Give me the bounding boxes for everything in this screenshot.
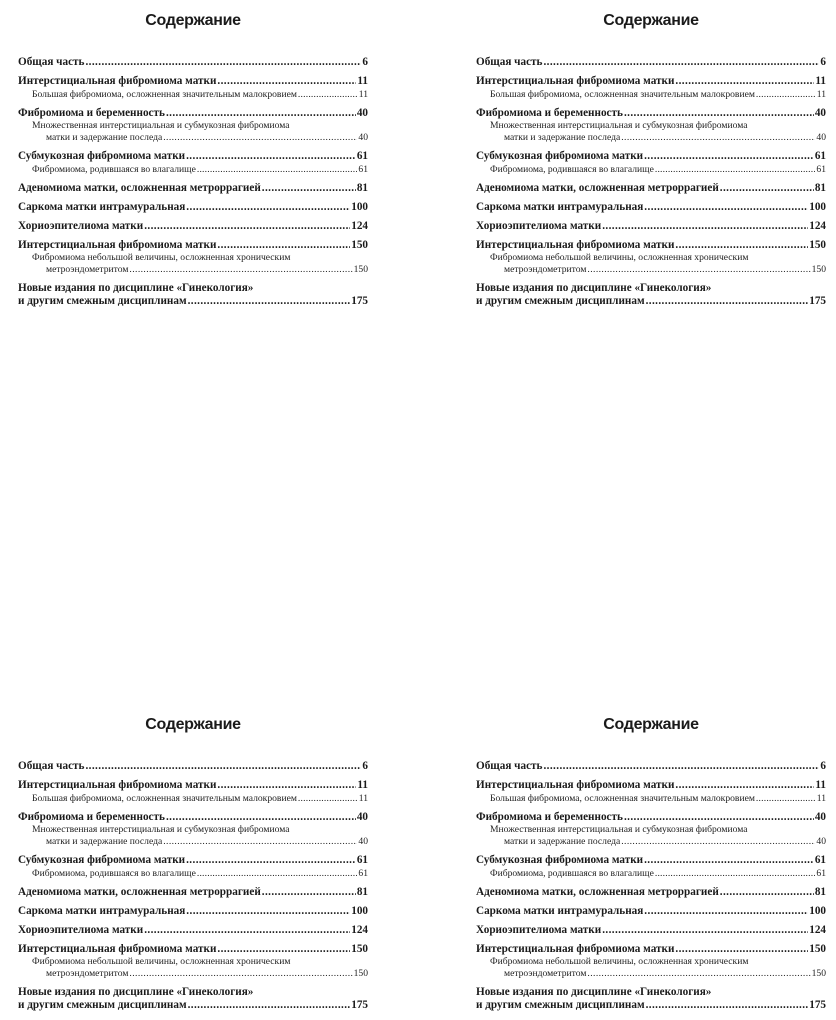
- dot-leader: [655, 163, 816, 176]
- toc-entry[interactable]: [476, 56, 826, 69]
- toc-entry-label-line1: Новые издания по дисциплине «Гинекология»: [18, 282, 254, 294]
- toc-subentry-label: Большая фибромиома, осложненная значительным малокровием: [32, 793, 297, 804]
- toc-entry[interactable]: [18, 779, 368, 792]
- toc-entry-page: 175: [809, 999, 826, 1011]
- toc-entry[interactable]: [18, 182, 368, 195]
- toc-subentry-label-line2: матки и задержание последа: [46, 836, 163, 847]
- toc-entry[interactable]: [476, 924, 826, 937]
- toc-entry-page: 40: [814, 107, 826, 119]
- toc-page-bottom-right: [476, 714, 826, 1012]
- dot-leader: [621, 132, 815, 144]
- dot-leader: [186, 150, 356, 163]
- toc-entry-page: 6: [362, 56, 368, 68]
- dot-leader: [85, 760, 361, 773]
- toc-entry[interactable]: [476, 150, 826, 163]
- toc-entry-page: 40: [356, 107, 368, 119]
- toc-entry-label: Общая часть: [476, 56, 543, 68]
- toc-subentry-label-line2: матки и задержание последа: [504, 836, 621, 847]
- dot-leader: [129, 968, 352, 980]
- toc-subentry-page: 40: [358, 836, 368, 847]
- toc-entry-label-line2: и другим смежным дисциплинам: [18, 295, 187, 307]
- toc-entry-label: Хориоэпителиома матки: [18, 924, 144, 936]
- toc-entry-page: 124: [351, 220, 368, 232]
- toc-subentry[interactable]: [18, 88, 368, 101]
- toc-entry-page: 150: [809, 943, 826, 955]
- toc-subentry-page: 40: [816, 132, 826, 143]
- dot-leader: [720, 886, 814, 899]
- toc-entry-page: 81: [356, 182, 368, 194]
- dot-leader: [675, 943, 808, 956]
- toc-subentry-label-line2: метроэндометритом: [504, 968, 587, 979]
- toc-entry-page: 175: [351, 999, 368, 1011]
- toc-entry[interactable]: [18, 854, 368, 867]
- toc-entry[interactable]: [476, 282, 826, 308]
- toc-entry-label: Интерстициальная фибромиома матки: [476, 779, 675, 791]
- toc-entry-page: 11: [815, 75, 826, 87]
- toc-entry[interactable]: [476, 811, 826, 824]
- toc-entry-label: Фибромиома и беременность: [18, 811, 165, 823]
- dot-leader: [166, 107, 356, 120]
- toc-subentry-page: 150: [811, 264, 826, 275]
- toc-page-top-left: [18, 10, 368, 308]
- toc-subentry-page: 61: [358, 164, 368, 175]
- page-title: Содержание: [145, 12, 241, 29]
- toc-subentry[interactable]: [18, 252, 368, 276]
- dot-leader: [163, 132, 357, 144]
- toc-entry-page: 81: [356, 886, 368, 898]
- dot-leader: [217, 779, 356, 792]
- dot-leader: [644, 905, 808, 918]
- toc-entry-label: Субмукозная фибромиома матки: [18, 150, 186, 162]
- toc-entry-label-line1: Новые издания по дисциплине «Гинекология»: [476, 986, 712, 998]
- toc-entry-label: Хориоэпителиома матки: [18, 220, 144, 232]
- dot-leader: [188, 999, 351, 1012]
- toc-entry-page: 124: [809, 220, 826, 232]
- toc-subentry[interactable]: [476, 88, 826, 101]
- page-title: Содержание: [603, 716, 699, 733]
- table-of-contents: [476, 56, 826, 308]
- toc-entry-page: 81: [814, 886, 826, 898]
- toc-entry-label: Интерстициальная фибромиома матки: [18, 779, 217, 791]
- toc-entry[interactable]: [476, 760, 826, 773]
- toc-entry[interactable]: [18, 282, 368, 308]
- toc-entry-page: 124: [809, 924, 826, 936]
- toc-entry-page: 100: [351, 905, 368, 917]
- toc-subentry[interactable]: [476, 252, 826, 276]
- toc-entry-label: Аденомиома матки, осложненная метроррагией: [18, 886, 261, 898]
- dot-leader: [217, 75, 356, 88]
- dot-leader: [144, 924, 350, 937]
- toc-subentry[interactable]: [476, 120, 826, 144]
- toc-entry-page: 100: [809, 201, 826, 213]
- toc-subentry[interactable]: [476, 792, 826, 805]
- toc-subentry[interactable]: [18, 956, 368, 980]
- toc-subentry[interactable]: [476, 824, 826, 848]
- toc-entry-page: 100: [809, 905, 826, 917]
- toc-entry-label: Саркома матки интрамуральная: [18, 201, 186, 213]
- toc-entry-label: Фибромиома и беременность: [18, 107, 165, 119]
- toc-entry-page: 11: [815, 779, 826, 791]
- table-of-contents: [18, 56, 368, 308]
- dot-leader: [644, 150, 814, 163]
- dot-leader: [186, 854, 356, 867]
- toc-entry[interactable]: [18, 150, 368, 163]
- toc-subentry-page: 40: [358, 132, 368, 143]
- dot-leader: [624, 107, 814, 120]
- toc-subentry-label: Большая фибромиома, осложненная значительным малокровием: [490, 89, 755, 100]
- toc-entry[interactable]: [18, 760, 368, 773]
- toc-entry[interactable]: [18, 107, 368, 120]
- toc-entry-page: 11: [357, 779, 368, 791]
- toc-subentry[interactable]: [18, 867, 368, 880]
- toc-entry[interactable]: [476, 854, 826, 867]
- dot-leader: [644, 854, 814, 867]
- toc-subentry-label: Большая фибромиома, осложненная значительным малокровием: [490, 793, 755, 804]
- dot-leader: [186, 905, 350, 918]
- toc-subentry-page: 11: [358, 793, 368, 804]
- toc-page-bottom-left: [18, 714, 368, 1012]
- dot-leader: [197, 867, 358, 880]
- toc-entry-page: 124: [351, 924, 368, 936]
- toc-entry-label: Общая часть: [18, 56, 85, 68]
- toc-page-top-right: [476, 10, 826, 308]
- toc-entry[interactable]: [18, 905, 368, 918]
- toc-entry[interactable]: [18, 56, 368, 69]
- toc-entry-label: Хориоэпителиома матки: [476, 220, 602, 232]
- toc-subentry[interactable]: [18, 163, 368, 176]
- dot-leader: [587, 264, 810, 276]
- toc-entry[interactable]: [18, 75, 368, 88]
- toc-entry-label: Саркома матки интрамуральная: [476, 905, 644, 917]
- toc-subentry-label-line2: матки и задержание последа: [46, 132, 163, 143]
- toc-entry-page: 61: [356, 854, 368, 866]
- toc-subentry-label: Фибромиома, родившаяся во влагалище: [490, 868, 654, 879]
- toc-entry-page: 175: [351, 295, 368, 307]
- dot-leader: [298, 792, 358, 805]
- toc-entry[interactable]: [18, 924, 368, 937]
- toc-entry-page: 150: [351, 943, 368, 955]
- dot-leader: [543, 56, 819, 69]
- toc-entry-label: Общая часть: [476, 760, 543, 772]
- dot-leader: [756, 88, 816, 101]
- toc-subentry[interactable]: [476, 956, 826, 980]
- toc-entry[interactable]: [18, 220, 368, 233]
- dot-leader: [166, 811, 356, 824]
- toc-entry-label: Субмукозная фибромиома матки: [476, 150, 644, 162]
- toc-subentry-page: 11: [816, 89, 826, 100]
- toc-entry[interactable]: [476, 986, 826, 1012]
- toc-entry[interactable]: [18, 886, 368, 899]
- toc-entry[interactable]: [476, 107, 826, 120]
- toc-subentry-label: Фибромиома, родившаяся во влагалище: [32, 164, 196, 175]
- toc-entry-page: 81: [814, 182, 826, 194]
- dot-leader: [675, 75, 814, 88]
- toc-entry-page: 100: [351, 201, 368, 213]
- toc-entry[interactable]: [476, 943, 826, 956]
- toc-subentry-page: 11: [358, 89, 368, 100]
- dot-leader: [602, 220, 808, 233]
- toc-subentry-page: 11: [816, 793, 826, 804]
- toc-subentry-label-line1: Фибромиома небольшой величины, осложненная хроническим: [490, 956, 749, 967]
- toc-entry-page: 6: [362, 760, 368, 772]
- toc-entry-label-line1: Новые издания по дисциплине «Гинекология»: [476, 282, 712, 294]
- dot-leader: [621, 836, 815, 848]
- toc-subentry[interactable]: [18, 792, 368, 805]
- dot-leader: [217, 239, 350, 252]
- toc-subentry[interactable]: [18, 824, 368, 848]
- toc-subentry-label: Фибромиома, родившаяся во влагалище: [32, 868, 196, 879]
- dot-leader: [298, 88, 358, 101]
- toc-entry-page: 11: [357, 75, 368, 87]
- toc-entry-label: Интерстициальная фибромиома матки: [18, 239, 217, 251]
- toc-entry-label-line2: и другим смежным дисциплинам: [476, 999, 645, 1011]
- dot-leader: [262, 886, 356, 899]
- table-of-contents: [18, 760, 368, 1012]
- toc-subentry-page: 61: [816, 868, 826, 879]
- dot-leader: [188, 295, 351, 308]
- dot-leader: [186, 201, 350, 214]
- toc-entry-label: Интерстициальная фибромиома матки: [18, 75, 217, 87]
- toc-entry-label-line2: и другим смежным дисциплинам: [18, 999, 187, 1011]
- toc-subentry-page: 61: [358, 868, 368, 879]
- toc-entry[interactable]: [18, 943, 368, 956]
- toc-entry[interactable]: [476, 239, 826, 252]
- toc-entry[interactable]: [476, 182, 826, 195]
- toc-entry-label: Хориоэпителиома матки: [476, 924, 602, 936]
- toc-entry-label: Аденомиома матки, осложненная метроррагией: [18, 182, 261, 194]
- toc-entry-page: 150: [809, 239, 826, 251]
- dot-leader: [720, 182, 814, 195]
- toc-entry-label-line2: и другим смежным дисциплинам: [476, 295, 645, 307]
- toc-entry-label: Интерстициальная фибромиома матки: [476, 239, 675, 251]
- toc-subentry-page: 150: [811, 968, 826, 979]
- dot-leader: [163, 836, 357, 848]
- toc-subentry-label-line1: Фибромиома небольшой величины, осложненная хроническим: [32, 956, 291, 967]
- dot-leader: [129, 264, 352, 276]
- toc-entry[interactable]: [476, 779, 826, 792]
- toc-subentry-page: 61: [816, 164, 826, 175]
- toc-subentry-label-line1: Множественная интерстициальная и субмукозная фибромиома: [490, 120, 748, 131]
- toc-entry[interactable]: [476, 75, 826, 88]
- dot-leader: [644, 201, 808, 214]
- dot-leader: [217, 943, 350, 956]
- dot-leader: [85, 56, 361, 69]
- toc-subentry-label-line1: Множественная интерстициальная и субмукозная фибромиома: [32, 120, 290, 131]
- toc-subentry[interactable]: [476, 163, 826, 176]
- toc-entry-page: 61: [356, 150, 368, 162]
- toc-subentry-label-line2: метроэндометритом: [46, 264, 129, 275]
- dot-leader: [655, 867, 816, 880]
- toc-entry-label: Саркома матки интрамуральная: [476, 201, 644, 213]
- toc-subentry-label: Фибромиома, родившаяся во влагалище: [490, 164, 654, 175]
- toc-entry-label: Саркома матки интрамуральная: [18, 905, 186, 917]
- dot-leader: [602, 924, 808, 937]
- toc-subentry[interactable]: [476, 867, 826, 880]
- toc-entry-label: Интерстициальная фибромиома матки: [476, 943, 675, 955]
- dot-leader: [675, 779, 814, 792]
- toc-entry-label: Интерстициальная фибромиома матки: [18, 943, 217, 955]
- toc-entry[interactable]: [476, 201, 826, 214]
- dot-leader: [646, 999, 809, 1012]
- toc-entry-label: Субмукозная фибромиома матки: [18, 854, 186, 866]
- toc-entry-label-line1: Новые издания по дисциплине «Гинекология»: [18, 986, 254, 998]
- dot-leader: [262, 182, 356, 195]
- toc-subentry-label-line2: метроэндометритом: [504, 264, 587, 275]
- toc-entry-page: 6: [820, 56, 826, 68]
- toc-entry-page: 175: [809, 295, 826, 307]
- page-title: Содержание: [603, 12, 699, 29]
- toc-entry[interactable]: [476, 220, 826, 233]
- dot-leader: [756, 792, 816, 805]
- toc-subentry-label-line2: метроэндометритом: [46, 968, 129, 979]
- dot-leader: [587, 968, 810, 980]
- toc-entry-label: Аденомиома матки, осложненная метроррагией: [476, 182, 719, 194]
- toc-entry-page: 6: [820, 760, 826, 772]
- dot-leader: [624, 811, 814, 824]
- toc-subentry-label-line1: Фибромиома небольшой величины, осложненная хроническим: [32, 252, 291, 263]
- toc-entry[interactable]: [18, 239, 368, 252]
- toc-subentry-page: 150: [353, 264, 368, 275]
- toc-entry[interactable]: [476, 905, 826, 918]
- toc-subentry-page: 150: [353, 968, 368, 979]
- toc-entry-page: 40: [814, 811, 826, 823]
- dot-leader: [675, 239, 808, 252]
- toc-entry[interactable]: [18, 986, 368, 1012]
- toc-subentry-page: 40: [816, 836, 826, 847]
- dot-leader: [543, 760, 819, 773]
- toc-subentry-label-line1: Множественная интерстициальная и субмукозная фибромиома: [490, 824, 748, 835]
- toc-entry-label: Субмукозная фибромиома матки: [476, 854, 644, 866]
- toc-entry[interactable]: [476, 886, 826, 899]
- toc-entry-page: 61: [814, 854, 826, 866]
- toc-entry-label: Фибромиома и беременность: [476, 811, 623, 823]
- page-title: Содержание: [145, 716, 241, 733]
- toc-subentry-label-line1: Множественная интерстициальная и субмукозная фибромиома: [32, 824, 290, 835]
- toc-entry-label: Интерстициальная фибромиома матки: [476, 75, 675, 87]
- table-of-contents: [476, 760, 826, 1012]
- toc-entry-label: Аденомиома матки, осложненная метроррагией: [476, 886, 719, 898]
- toc-entry[interactable]: [18, 811, 368, 824]
- toc-entry-page: 40: [356, 811, 368, 823]
- dot-leader: [646, 295, 809, 308]
- toc-entry[interactable]: [18, 201, 368, 214]
- toc-entry-page: 150: [351, 239, 368, 251]
- dot-leader: [197, 163, 358, 176]
- toc-entry-label: Общая часть: [18, 760, 85, 772]
- toc-subentry-label-line2: матки и задержание последа: [504, 132, 621, 143]
- toc-subentry[interactable]: [18, 120, 368, 144]
- toc-entry-page: 61: [814, 150, 826, 162]
- dot-leader: [144, 220, 350, 233]
- toc-subentry-label: Большая фибромиома, осложненная значительным малокровием: [32, 89, 297, 100]
- toc-subentry-label-line1: Фибромиома небольшой величины, осложненная хроническим: [490, 252, 749, 263]
- toc-entry-label: Фибромиома и беременность: [476, 107, 623, 119]
